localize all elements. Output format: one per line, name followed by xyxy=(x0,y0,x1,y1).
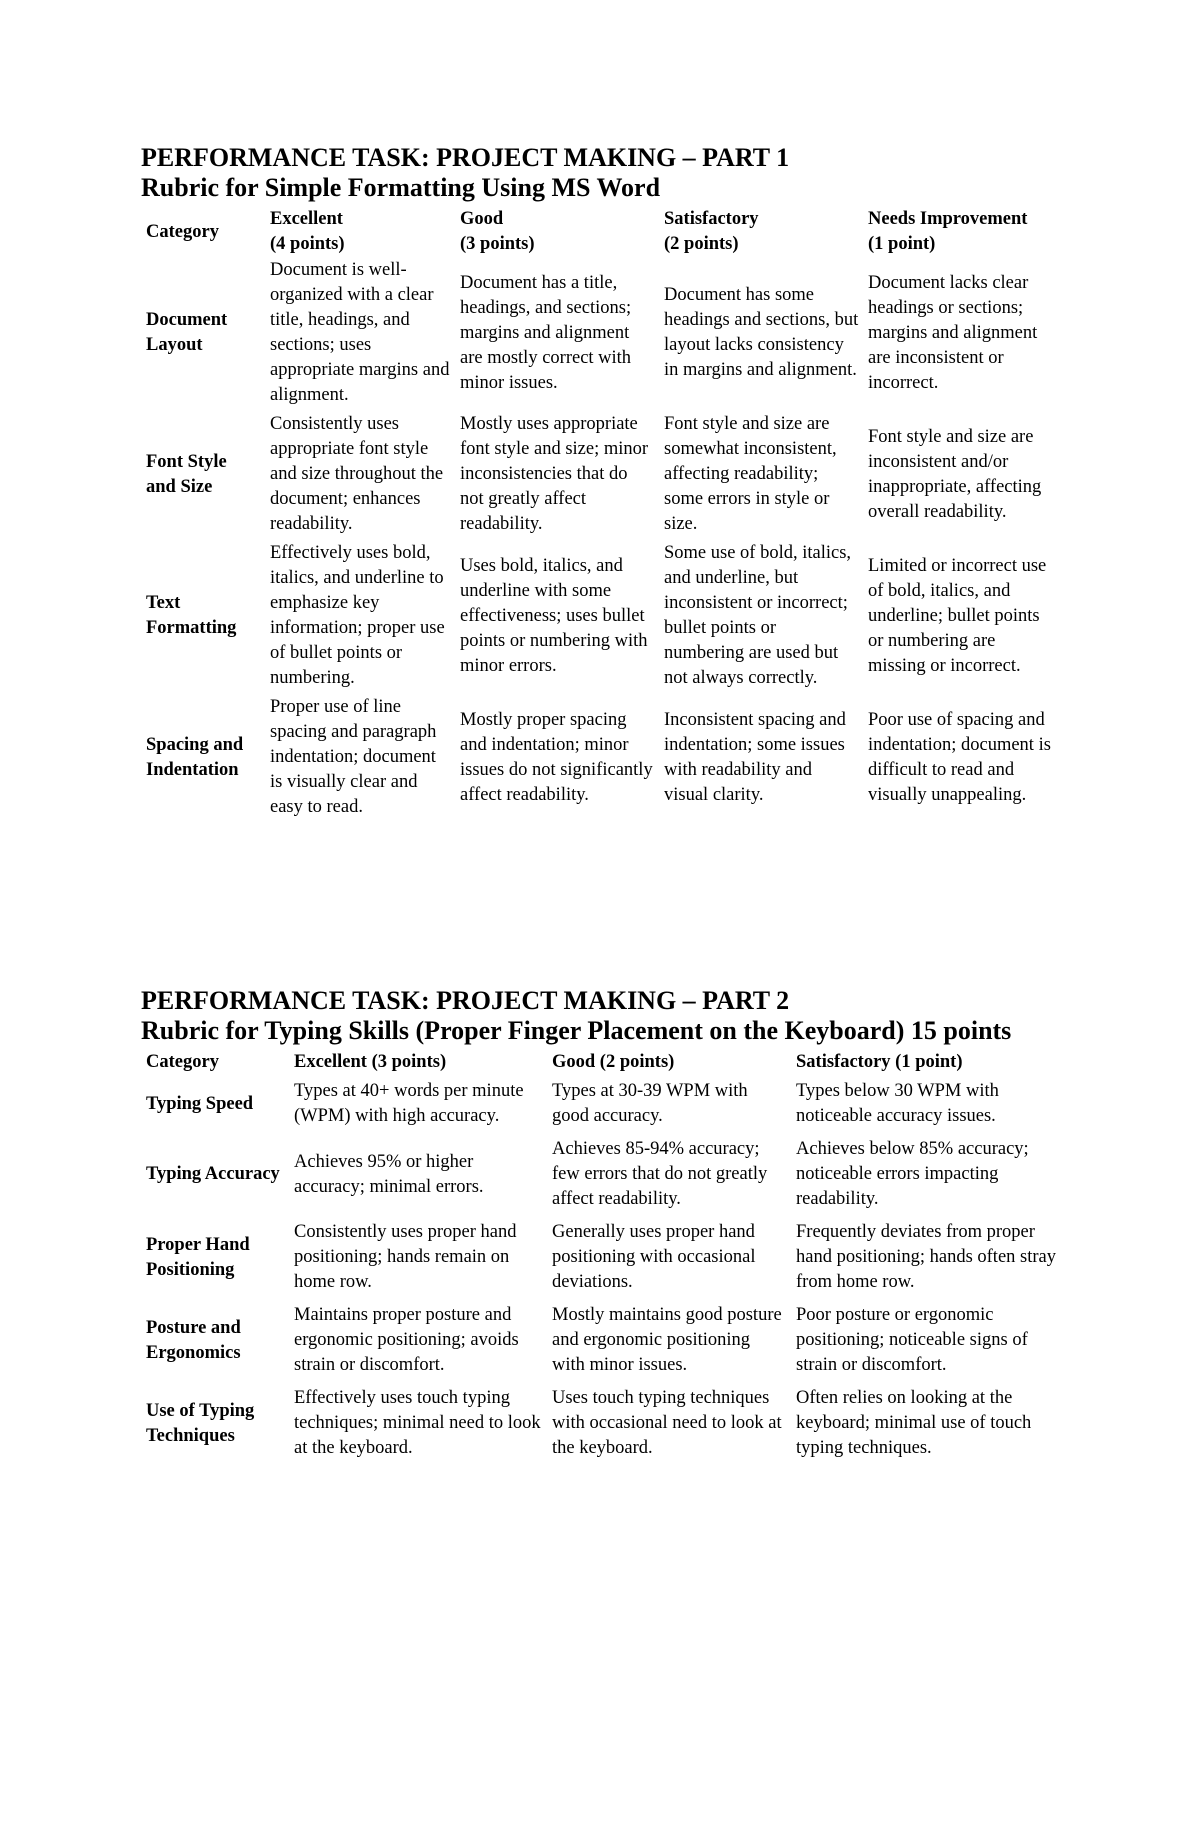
header-satisfactory-label: Satisfactory xyxy=(664,209,759,229)
table-header-row xyxy=(141,207,1061,257)
row-category: Font Style and Size xyxy=(146,451,227,497)
cell-satisfactory: Some use of bold, italics, and underline, but inconsistent or incorrect; bullet points or numbering are used but not always correctly. xyxy=(664,543,852,688)
part2-subtitle: Rubric for Typing Skills (Proper Finger Placement on the Keyboard) 15 points xyxy=(141,1016,1012,1045)
header-good-label: Good xyxy=(460,209,504,229)
header-category: Category xyxy=(146,221,219,242)
table-row xyxy=(141,257,1061,411)
cell-satisfactory: Often relies on looking at the keyboard; minimal use of touch typing techniques. xyxy=(796,1388,1032,1458)
part1-subtitle: Rubric for Simple Formatting Using MS Word xyxy=(141,173,661,202)
cell-excellent: Effectively uses touch typing techniques; minimal need to look at the keyboard. xyxy=(294,1388,541,1458)
table-row xyxy=(141,1382,1061,1465)
row-category: Spacing and Indentation xyxy=(146,734,244,780)
row-category: Proper Hand Positioning xyxy=(146,1234,250,1280)
cell-good: Uses bold, italics, and underline with some effectiveness; uses bullet points or numbering with minor errors. xyxy=(460,555,648,676)
cell-good: Document has a title, headings, and sections; margins and alignment are mostly correct with minor issues. xyxy=(460,272,632,393)
cell-excellent: Effectively uses bold, italics, and underline to emphasize key information; proper use of bullet points or numbering. xyxy=(270,543,445,688)
part2-rubric-table xyxy=(141,1050,1061,1465)
table-row xyxy=(141,1133,1061,1216)
cell-satisfactory: Inconsistent spacing and indentation; some issues with readability and visual clarity. xyxy=(664,709,846,805)
table-row xyxy=(141,411,1061,540)
table-row xyxy=(141,694,1061,823)
cell-satisfactory: Document has some headings and sections, but layout lacks consistency in margins and alignment. xyxy=(664,285,859,380)
header-needs-points: (1 point) xyxy=(868,234,936,254)
table-row xyxy=(141,1075,1061,1133)
header-needs-improvement xyxy=(863,207,1061,257)
header-excellent-points: (4 points) xyxy=(270,234,345,254)
header-category: Category xyxy=(146,1052,219,1072)
cell-satisfactory: Achieves below 85% accuracy; noticeable errors impacting readability. xyxy=(796,1139,1029,1209)
cell-satisfactory: Font style and size are somewhat inconsistent, affecting readability; some errors in style or size. xyxy=(664,414,837,534)
cell-excellent: Types at 40+ words per minute (WPM) with high accuracy. xyxy=(294,1081,524,1126)
row-category: Document Layout xyxy=(146,310,228,355)
cell-good: Uses touch typing techniques with occasional need to look at the keyboard. xyxy=(552,1388,782,1458)
part1-section xyxy=(141,143,1061,823)
cell-satisfactory: Frequently deviates from proper hand positioning; hands often stray from home row. xyxy=(796,1222,1056,1292)
part1-rubric-table xyxy=(141,207,1061,823)
row-category: Text Formatting xyxy=(146,593,237,638)
cell-needs-improvement: Limited or incorrect use of bold, italics, and underline; bullet points or numbering are missing or incorrect. xyxy=(868,555,1047,676)
cell-excellent: Consistently uses proper hand positioning; hands remain on home row. xyxy=(294,1222,517,1292)
header-good-points: (3 points) xyxy=(460,234,535,254)
header-excellent: Excellent (3 points) xyxy=(294,1052,447,1072)
cell-excellent: Document is well-organized with a clear title, headings, and sections; uses appropriate margins and alignment. xyxy=(270,260,450,405)
header-satisfactory xyxy=(659,207,863,257)
row-category: Posture and Ergonomics xyxy=(146,1317,241,1363)
table-row xyxy=(141,540,1061,694)
header-needs-label: Needs Improvement xyxy=(868,209,1028,229)
header-good: Good (2 points) xyxy=(552,1052,675,1072)
row-category: Use of Typing Techniques xyxy=(146,1400,255,1446)
cell-good: Mostly maintains good posture and ergonomic positioning with minor issues. xyxy=(552,1305,782,1375)
part1-title: PERFORMANCE TASK: PROJECT MAKING – PART 1 xyxy=(141,143,790,172)
cell-good: Generally uses proper hand positioning with occasional deviations. xyxy=(552,1222,756,1292)
header-satisfactory-points: (2 points) xyxy=(664,234,739,254)
cell-needs-improvement: Poor use of spacing and indentation; document is difficult to read and visually unappealing. xyxy=(868,709,1051,805)
cell-good: Mostly proper spacing and indentation; minor issues do not significantly affect readability. xyxy=(460,709,653,805)
header-satisfactory: Satisfactory (1 point) xyxy=(796,1052,963,1072)
cell-excellent: Achieves 95% or higher accuracy; minimal errors. xyxy=(294,1151,484,1197)
part2-title: PERFORMANCE TASK: PROJECT MAKING – PART 2 xyxy=(141,986,790,1015)
table-row xyxy=(141,1299,1061,1382)
cell-excellent: Maintains proper posture and ergonomic positioning; avoids strain or discomfort. xyxy=(294,1305,519,1375)
cell-satisfactory: Types below 30 WPM with noticeable accuracy issues. xyxy=(796,1081,999,1126)
cell-excellent: Proper use of line spacing and paragraph indentation; document is visually clear and easy to read. xyxy=(270,697,437,817)
header-good xyxy=(455,207,659,257)
cell-satisfactory: Poor posture or ergonomic positioning; noticeable signs of strain or discomfort. xyxy=(796,1305,1028,1375)
table-row xyxy=(141,1216,1061,1299)
header-excellent xyxy=(265,207,455,257)
part2-section xyxy=(141,986,1061,1465)
cell-good: Mostly uses appropriate font style and size; minor inconsistencies that do not greatly affect readability. xyxy=(460,414,649,534)
table-header-row xyxy=(141,1050,1061,1075)
cell-needs-improvement: Document lacks clear headings or sections; margins and alignment are inconsistent or incorrect. xyxy=(868,272,1038,393)
cell-good: Types at 30-39 WPM with good accuracy. xyxy=(552,1081,748,1126)
cell-good: Achieves 85-94% accuracy; few errors that do not greatly affect readability. xyxy=(552,1139,768,1209)
row-category: Typing Speed xyxy=(146,1093,254,1114)
cell-excellent: Consistently uses appropriate font style and size throughout the document; enhances readability. xyxy=(270,414,444,534)
row-category: Typing Accuracy xyxy=(146,1164,280,1184)
cell-needs-improvement: Font style and size are inconsistent and/or inappropriate, affecting overall readability. xyxy=(868,426,1042,522)
header-excellent-label: Excellent xyxy=(270,209,343,229)
